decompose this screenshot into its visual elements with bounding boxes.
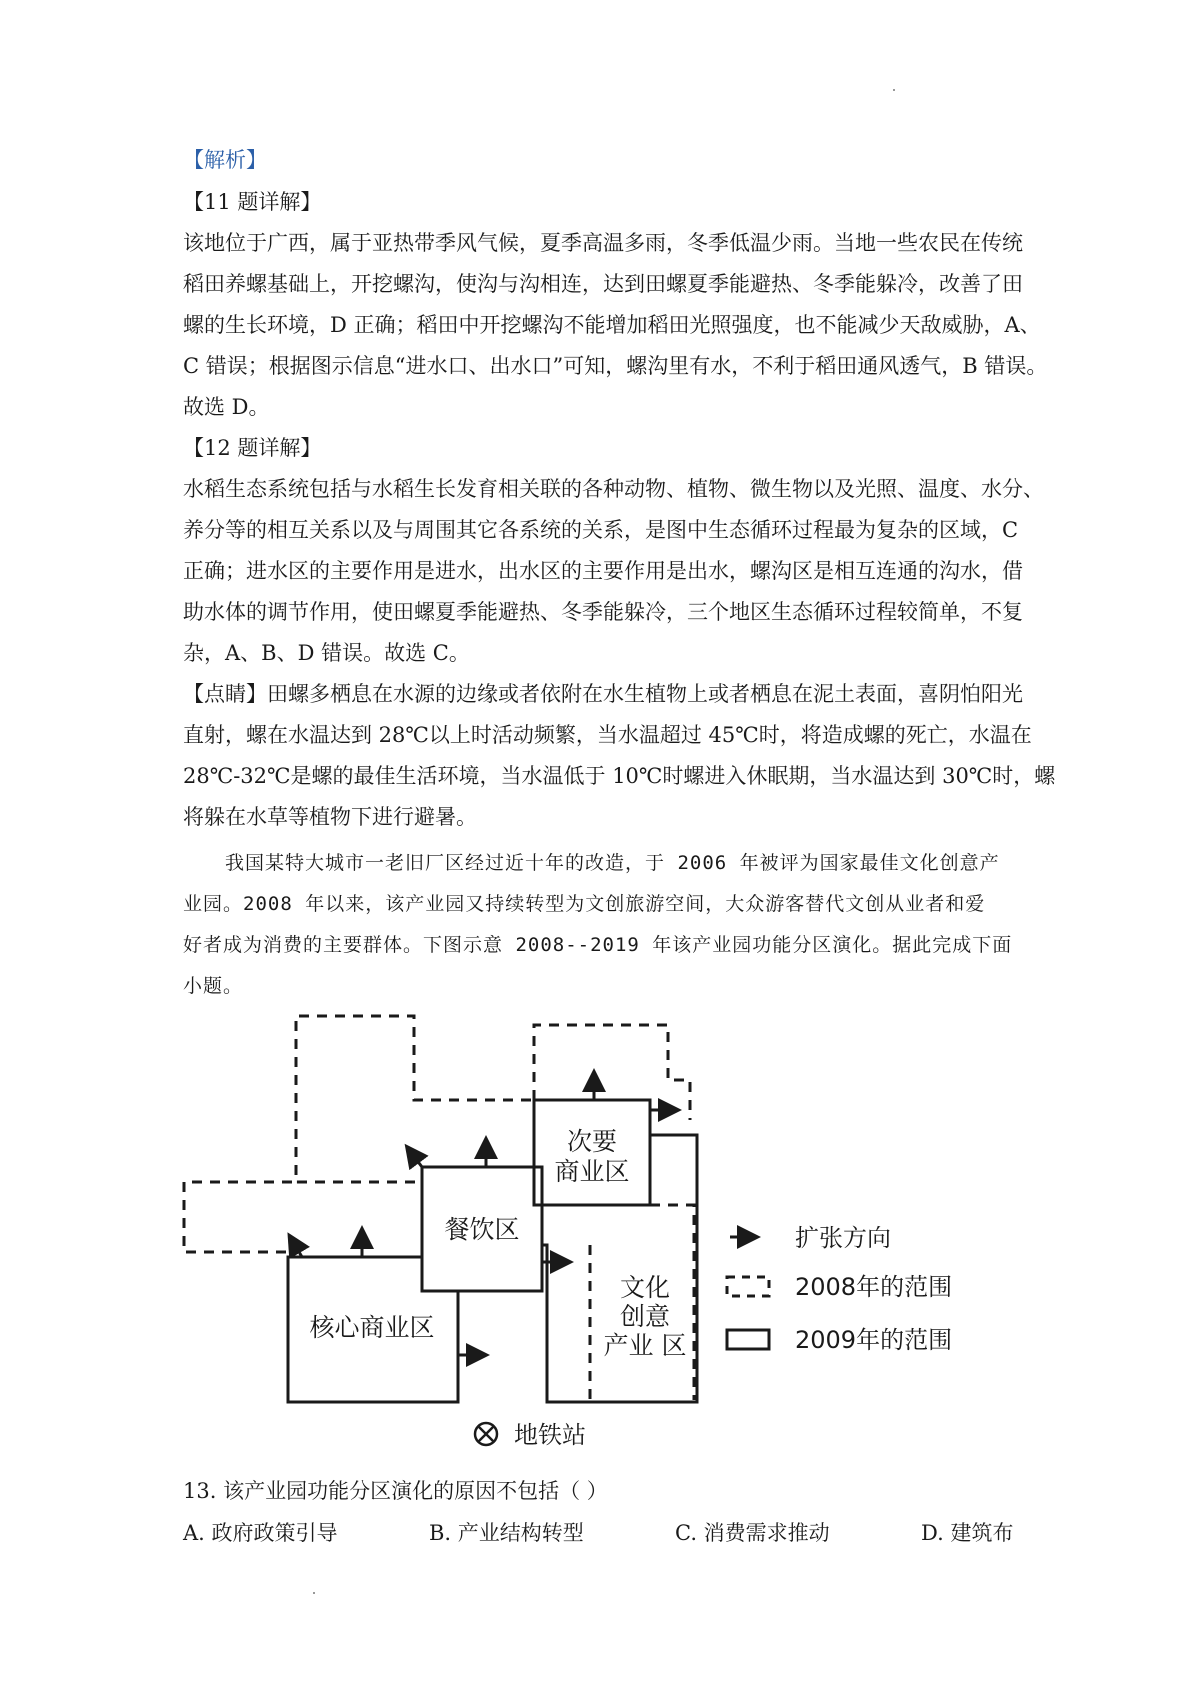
metro-station-icon bbox=[475, 1423, 497, 1445]
q12-line-4: 助水体的调节作用，使田螺夏季能避热、冬季能躲冷，三个地区生态循环过程较简单，不复 bbox=[183, 600, 1023, 624]
q12-heading: 【12 题详解】 bbox=[183, 436, 322, 460]
option-d[interactable]: D. 建筑布 bbox=[921, 1521, 1014, 1545]
legend-solid-box-icon bbox=[727, 1330, 769, 1349]
cultural-zone-label-1: 文化 bbox=[619, 1273, 671, 1302]
q11-line-2: 稻田养螺基础上，开挖螺沟，使沟与沟相连，达到田螺夏季能避热、冬季能躲冷，改善了田 bbox=[183, 272, 1023, 296]
tip-line-3: 28℃-32℃是螺的最佳生活环境，当水温低于 10℃时螺进入休眠期，当水温达到 30℃时，螺 bbox=[183, 764, 1056, 788]
passage-line-3: 好者成为消费的主要群体。下图示意 2008--2019 年该产业园功能分区演化。据此完成下面 bbox=[183, 934, 1013, 956]
expansion-arrow bbox=[410, 1151, 422, 1167]
cultural-zone-label-3: 产业 区 bbox=[603, 1331, 687, 1360]
secondary-zone-label-1: 次要 bbox=[566, 1127, 618, 1156]
metro-station-label: 地铁站 bbox=[514, 1421, 586, 1449]
cultural-zone-label-2: 创意 bbox=[619, 1302, 671, 1331]
legend-2008-label: 2008年的范围 bbox=[795, 1273, 953, 1301]
q11-heading: 【11 题详解】 bbox=[183, 190, 322, 214]
passage-line-4: 小题。 bbox=[183, 975, 244, 997]
option-a[interactable]: A. 政府政策引导 bbox=[183, 1521, 338, 1545]
question-stem: 13. 该产业园功能分区演化的原因不包括（ ） bbox=[183, 1479, 608, 1503]
q11-line-3: 螺的生长环境，D 正确；稻田中开挖螺沟不能增加稻田光照强度，也不能减少天敌威胁，A、 bbox=[183, 313, 1041, 337]
expansion-arrow bbox=[292, 1240, 302, 1257]
q11-line-5: 故选 D。 bbox=[183, 395, 270, 419]
q12-line-3: 正确；进水区的主要作用是进水，出水区的主要作用是出水，螺沟区是相互连通的沟水，借 bbox=[183, 559, 1023, 583]
legend-dashed-box-icon bbox=[727, 1277, 769, 1296]
tip-line-4: 将躲在水草等植物下进行避暑。 bbox=[183, 805, 477, 829]
q12-line-5: 杂，A、B、D 错误。故选 C。 bbox=[183, 641, 470, 665]
legend-2009-label: 2009年的范围 bbox=[795, 1326, 953, 1354]
option-b[interactable]: B. 产业结构转型 bbox=[429, 1521, 584, 1545]
q11-line-4: C 错误；根据图示信息“进水口、出水口”可知，螺沟里有水，不利于稻田通风透气，B 错误。 bbox=[183, 354, 1048, 378]
q11-line-1: 该地位于广西，属于亚热带季风气候，夏季高温多雨，冬季低温少雨。当地一些农民在传统 bbox=[183, 231, 1023, 255]
q12-line-2: 养分等的相互关系以及与周围其它各系统的关系，是图中生态循环过程最为复杂的区域，C bbox=[183, 518, 1019, 542]
scan-speck bbox=[313, 1592, 315, 1594]
scan-speck bbox=[893, 89, 895, 91]
tip-line-1: 【点睛】田螺多栖息在水源的边缘或者依附在水生植物上或者栖息在泥土表面，喜阴怕阳光 bbox=[183, 682, 1023, 706]
q12-line-1: 水稻生态系统包括与水稻生长发育相关联的各种动物、植物、微生物以及光照、温度、水分、 bbox=[183, 477, 1044, 501]
analysis-heading: 【解析】 bbox=[183, 148, 267, 172]
passage-line-1: 我国某特大城市一老旧厂区经过近十年的改造，于 2006 年被评为国家最佳文化创意产 bbox=[225, 852, 1000, 874]
core-zone-label: 核心商业区 bbox=[309, 1313, 435, 1342]
option-c[interactable]: C. 消费需求推动 bbox=[675, 1521, 830, 1545]
dining-zone-label: 餐饮区 bbox=[444, 1215, 520, 1244]
secondary-zone-label-2: 商业区 bbox=[554, 1157, 630, 1186]
tip-line-2: 直射，螺在水温达到 28℃以上时活动频繁，当水温超过 45℃时，将造成螺的死亡，水温在 bbox=[183, 723, 1032, 747]
passage-line-2: 业园。2008 年以来，该产业园又持续转型为文创旅游空间，大众游客替代文创从业者和爱 bbox=[183, 893, 986, 915]
legend-expansion-label: 扩张方向 bbox=[795, 1224, 891, 1252]
